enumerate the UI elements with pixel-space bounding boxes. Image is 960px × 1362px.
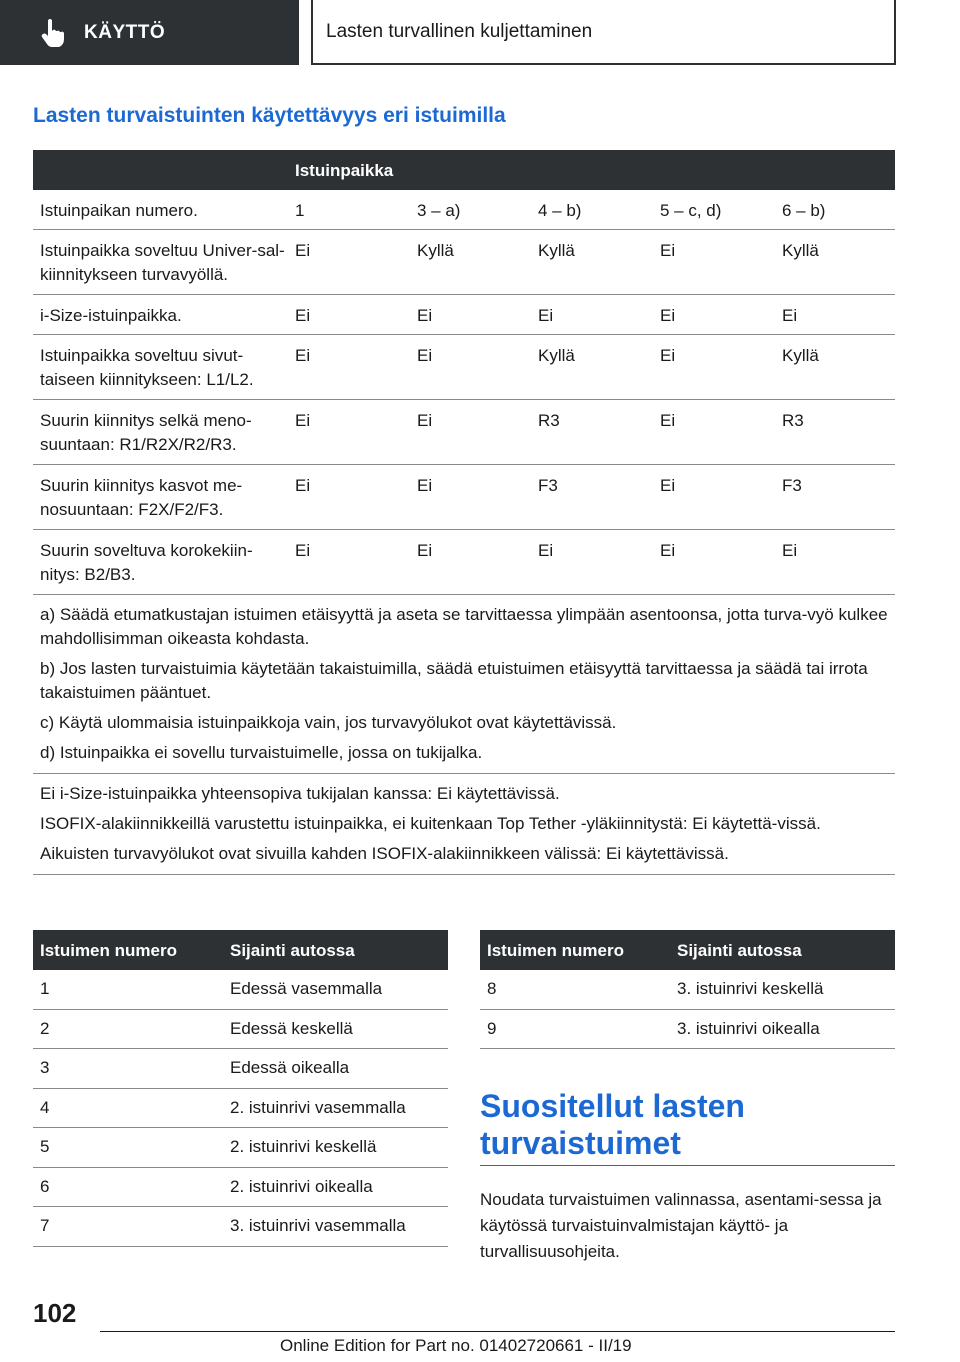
- table-cell: Ei: [417, 306, 433, 325]
- table-cell: Ei: [782, 306, 798, 325]
- table-cell: Ei: [660, 346, 676, 365]
- table-cell: 1: [295, 201, 305, 220]
- header-cell: Istuimen numero: [487, 941, 624, 960]
- seat-location: 3. istuinrivi oikealla: [677, 1018, 820, 1038]
- row-label: Suurin soveltuva korokekiin-nitys: B2/B3.: [40, 541, 253, 584]
- row-label: Suurin kiinnitys selkä meno-suuntaan: R1/R2X/R2/R3.: [40, 411, 252, 454]
- table-row: [33, 1010, 448, 1050]
- row-label: Suurin kiinnitys kasvot me-nosuuntaan: F2X/F2/F3.: [40, 476, 243, 519]
- table-cell: F3: [782, 476, 802, 495]
- table-cell: Ei: [295, 541, 311, 560]
- table-cell: Kyllä: [538, 346, 575, 365]
- table-cell: Ei: [295, 306, 311, 325]
- footnotes: [33, 595, 895, 774]
- chapter-title: Lasten turvallinen kuljettaminen: [311, 0, 896, 65]
- hand-pointer-icon: [40, 18, 66, 48]
- note: ISOFIX-alakiinnikkeillä varustettu istuinpaikka, ei kuitenkaan Top Tether -yläkiinnitystä: Ei käytettä-vissä.: [40, 814, 821, 833]
- table-row: [33, 1128, 448, 1168]
- seat-number: 8: [487, 979, 497, 998]
- seat-location-table-right: [480, 930, 895, 1049]
- seat-number: 3: [40, 1058, 50, 1077]
- table-cell: Ei: [417, 476, 433, 495]
- table-row: [33, 400, 895, 465]
- heading-divider: [480, 1165, 895, 1166]
- table-cell: Ei: [295, 346, 311, 365]
- header-cell: Istuimen numero: [40, 941, 177, 960]
- seat-number: 5: [40, 1137, 50, 1156]
- table-cell: Ei: [417, 346, 433, 365]
- table-cell: Ei: [295, 476, 311, 495]
- table-notes: [33, 774, 895, 875]
- footnote: d) Istuinpaikka ei sovellu turvaistuimelle, jossa on tukijalka.: [40, 743, 483, 762]
- seat-number: 7: [40, 1216, 50, 1235]
- table-row: [33, 1168, 448, 1208]
- page-number: 102: [33, 1298, 77, 1328]
- table-row: [33, 1049, 448, 1089]
- table-row: [33, 190, 895, 230]
- footnote: b) Jos lasten turvaistuimia käytetään takaistuimilla, säädä etuistuimen etäisyyttä tarvittaessa ja säädä tai irrota takaistuimen pääntuet.: [40, 659, 868, 702]
- section-heading: Lasten turvaistuinten käytettävyys eri istuimilla: [33, 104, 506, 127]
- seat-location: 3. istuinrivi keskellä: [677, 979, 824, 998]
- table-cell: Kyllä: [417, 241, 454, 260]
- table-cell: R3: [538, 411, 560, 430]
- note: Aikuisten turvavyölukot ovat sivuilla kahden ISOFIX-alakiinnikkeen välissä: Ei käytettävissä.: [40, 844, 729, 863]
- section-tab: [0, 0, 299, 65]
- table-cell: Ei: [295, 241, 311, 260]
- footer-divider: [100, 1331, 895, 1332]
- seat-number: 9: [487, 1018, 497, 1038]
- seat-location: Edessä oikealla: [230, 1058, 350, 1077]
- table-cell: Ei: [295, 411, 311, 430]
- table-cell: Kyllä: [538, 241, 575, 260]
- table-header: [480, 930, 895, 970]
- heading-line: turvaistuimet: [480, 1125, 681, 1161]
- table-row: [33, 530, 895, 595]
- table-row: [33, 230, 895, 295]
- table-cell: Ei: [660, 241, 676, 260]
- row-label: i-Size-istuinpaikka.: [40, 306, 182, 325]
- table-row: [33, 1207, 448, 1247]
- table-cell: Ei: [660, 411, 676, 430]
- table-cell: R3: [782, 411, 804, 430]
- seat-location: Edessä vasemmalla: [230, 979, 383, 998]
- footnote: c) Käytä ulommaisia istuinpaikkoja vain, jos turvavyölukot ovat käytettävissä.: [40, 713, 617, 732]
- section-label: KÄYTTÖ: [84, 21, 166, 43]
- table-cell: 5 – c, d): [660, 201, 722, 220]
- table-cell: 4 – b): [538, 201, 582, 220]
- table-cell: Ei: [660, 306, 676, 325]
- footer-edition: Online Edition for Part no. 01402720661 - II/19: [280, 1336, 632, 1355]
- table-row: [480, 970, 895, 1010]
- table-cell: Ei: [417, 411, 433, 430]
- table-cell: Ei: [538, 306, 554, 325]
- table-row: [33, 335, 895, 400]
- row-label: Istuinpaikan numero.: [40, 201, 198, 220]
- table-cell: Kyllä: [782, 346, 819, 365]
- table-cell: 3 – a): [417, 201, 461, 220]
- header-cell: Istuinpaikka: [295, 161, 394, 180]
- row-label: Istuinpaikka soveltuu Univer-sal-kiinnitykseen turvavyöllä.: [40, 241, 285, 284]
- seat-number: 2: [40, 1018, 50, 1038]
- table-row: [33, 1089, 448, 1129]
- seat-number: 4: [40, 1097, 50, 1117]
- table-row: [33, 465, 895, 530]
- seat-location: 2. istuinrivi oikealla: [230, 1176, 373, 1196]
- heading-line: Suositellut lasten: [480, 1088, 745, 1124]
- seat-location-table-left: [33, 930, 448, 1247]
- table-row: [33, 295, 895, 335]
- seat-location: Edessä keskellä: [230, 1018, 353, 1038]
- seat-number: 6: [40, 1176, 50, 1196]
- seat-compatibility-table: [33, 150, 895, 875]
- table-cell: Ei: [538, 541, 554, 560]
- table-cell: Ei: [660, 541, 676, 560]
- table-cell: Ei: [782, 541, 798, 560]
- table-cell: Ei: [660, 476, 676, 495]
- table-header: [33, 930, 448, 970]
- seat-location: 3. istuinrivi vasemmalla: [230, 1216, 406, 1235]
- table-cell: Ei: [417, 541, 433, 560]
- recommended-heading: [480, 1088, 745, 1162]
- recommended-paragraph: Noudata turvaistuimen valinnassa, asentami-sessa ja käytössä turvaistuinvalmistajan käyttö- ja turvallisuusohjeita.: [480, 1190, 882, 1261]
- seat-location: 2. istuinrivi vasemmalla: [230, 1097, 406, 1117]
- row-label: Istuinpaikka soveltuu sivut-taiseen kiinnitykseen: L1/L2.: [40, 346, 254, 389]
- footnote: a) Säädä etumatkustajan istuimen etäisyyttä ja aseta se tarvittaessa ylimpään asentoonsa, jotta turva-vyö kulkee mahdollisimman oikeasta kohdasta.: [40, 605, 888, 648]
- table-row: [480, 1010, 895, 1050]
- table-cell: 6 – b): [782, 201, 826, 220]
- table-row: [33, 970, 448, 1010]
- header-cell: Sijainti autossa: [230, 941, 355, 960]
- seat-location: 2. istuinrivi keskellä: [230, 1137, 377, 1156]
- table-cell: F3: [538, 476, 558, 495]
- header-cell: Sijainti autossa: [677, 941, 802, 960]
- table-cell: Kyllä: [782, 241, 819, 260]
- seat-number: 1: [40, 979, 50, 998]
- table-header: [33, 150, 895, 190]
- note: Ei i-Size-istuinpaikka yhteensopiva tukijalan kanssa: Ei käytettävissä.: [40, 784, 560, 803]
